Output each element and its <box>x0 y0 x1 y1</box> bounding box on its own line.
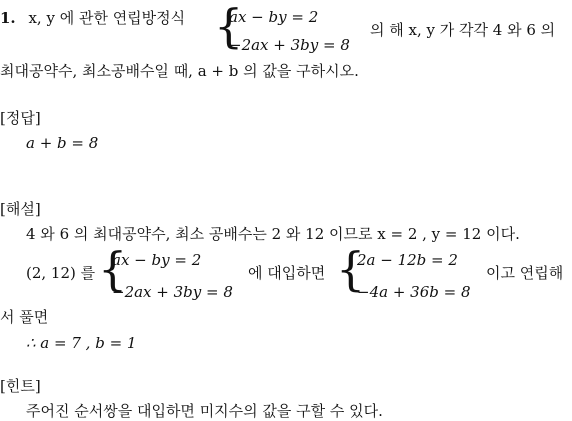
system-a-equation-2: −2ax + 3by = 8 <box>112 283 233 301</box>
explanation-line-1: 4 와 6 의 최대공약수, 최소 공배수는 2 와 12 이므로 x = 2 , y = 12 이다. <box>26 225 520 243</box>
problem-number: 1. <box>0 9 16 27</box>
answer-heading: [정답] <box>0 109 41 127</box>
problem-trail: 의 해 x, y 가 각각 4 와 6 의 <box>370 21 556 39</box>
answer-value: a + b = 8 <box>26 134 99 152</box>
system-a-brace: { <box>98 242 128 296</box>
problem-lead: x, y 에 관한 연립방정식 <box>28 9 186 27</box>
explanation-point: (2, 12) 를 <box>26 264 96 282</box>
explanation-mid: 에 대입하면 <box>248 264 326 282</box>
system-equation-1: ax − by = 2 <box>229 8 319 26</box>
explanation-result: ∴ a = 7 , b = 1 <box>26 334 137 352</box>
hint-text: 주어진 순서쌍을 대입하면 미지수의 값을 구할 수 있다. <box>26 402 383 420</box>
explanation-tail: 이고 연립해 <box>486 264 564 282</box>
system-b-equation-2: −4a + 36b = 8 <box>357 283 471 301</box>
problem-line-1 <box>0 8 185 28</box>
explanation-heading: [해설] <box>0 200 41 218</box>
system-b-brace: { <box>336 242 366 296</box>
system-equation-2: −2ax + 3by = 8 <box>229 36 350 54</box>
system-b-equation-1: 2a − 12b = 2 <box>357 251 458 269</box>
hint-heading: [힌트] <box>0 377 41 395</box>
explanation-line-3: 서 풀면 <box>0 308 49 326</box>
problem-line-2: 최대공약수, 최소공배수일 때, a + b 의 값을 구하시오. <box>0 62 359 80</box>
system-a-equation-1: ax − by = 2 <box>112 251 202 269</box>
system-brace: { <box>214 0 244 53</box>
